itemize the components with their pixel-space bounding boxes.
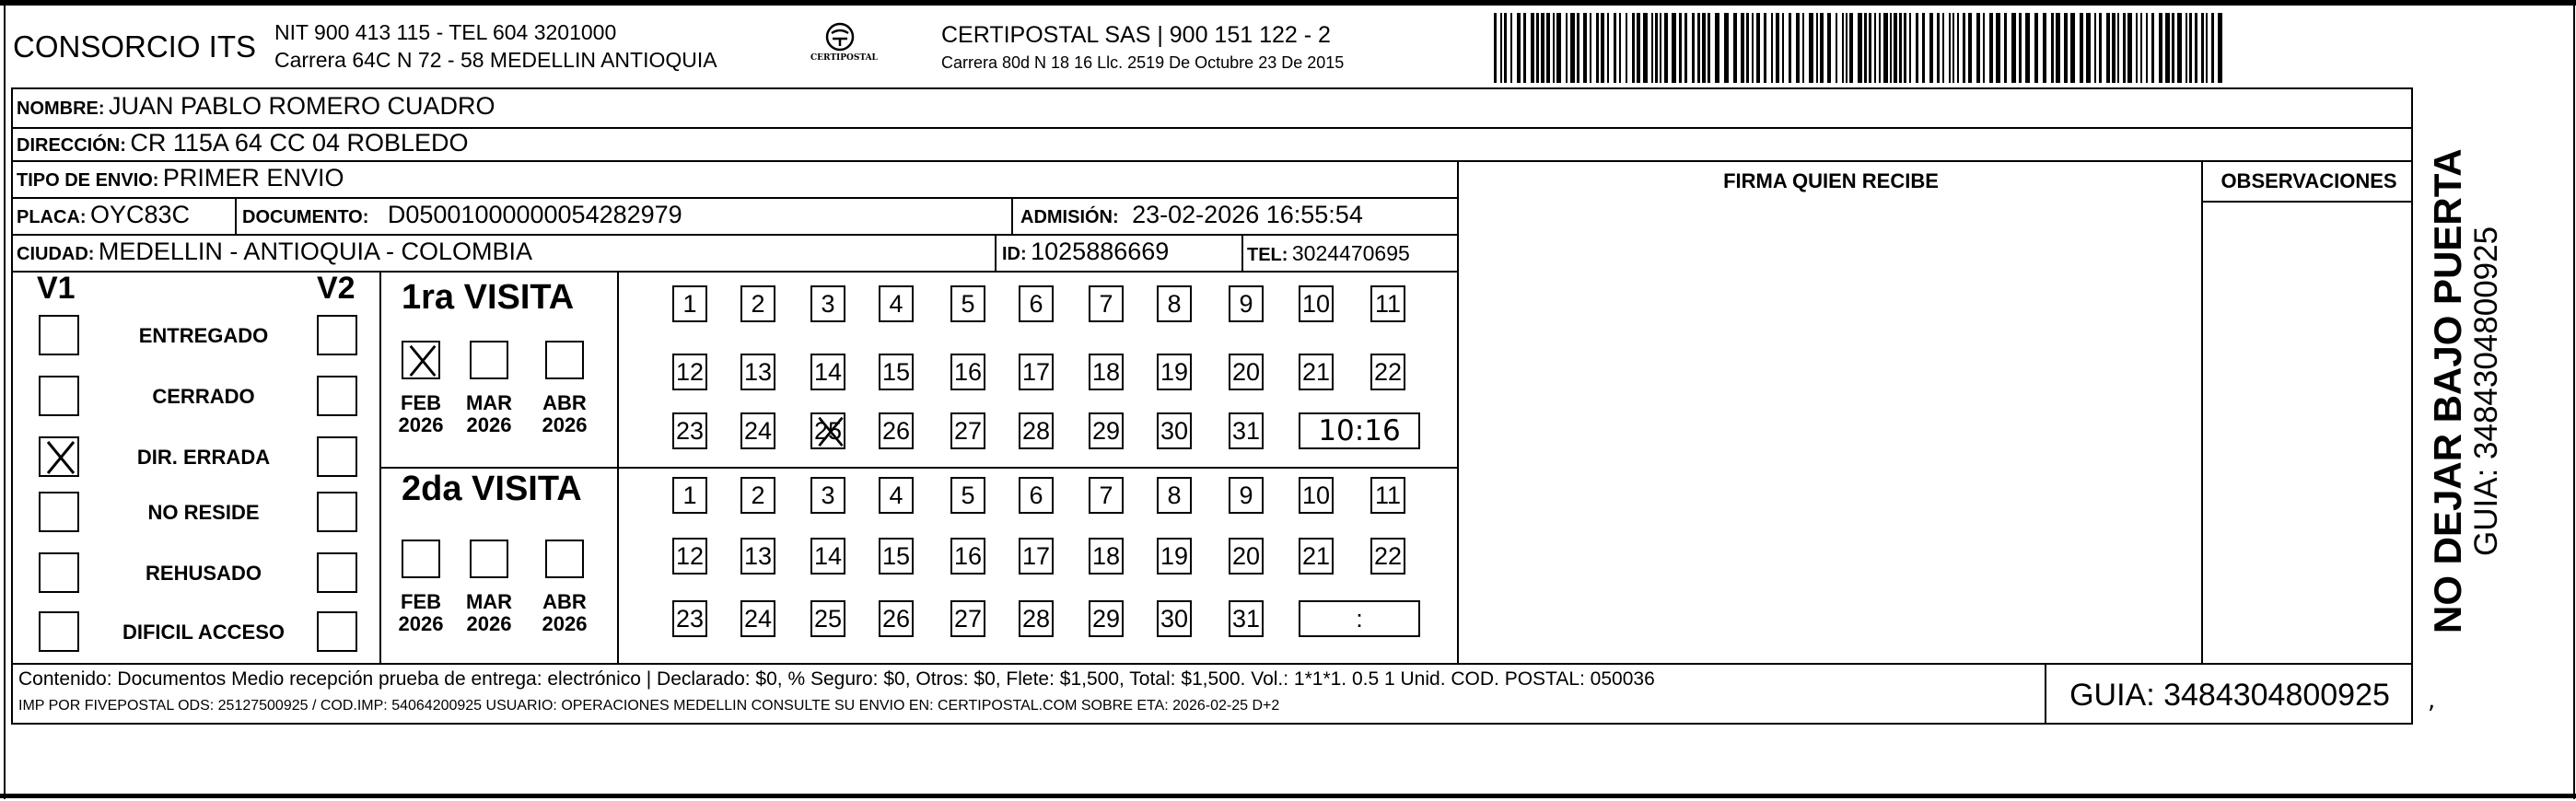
day-box[interactable]: 23 bbox=[672, 600, 707, 637]
day-box[interactable]: 7 bbox=[1089, 477, 1124, 514]
month-label: FEB bbox=[401, 590, 441, 613]
day-box[interactable]: 3 bbox=[810, 285, 845, 322]
day-box[interactable]: 11 bbox=[1370, 477, 1405, 514]
status-option-label: REHUSADO bbox=[146, 562, 262, 585]
month-checkbox[interactable] bbox=[470, 540, 508, 578]
id-divider bbox=[995, 234, 997, 271]
day-box[interactable]: 22 bbox=[1370, 354, 1405, 390]
month-col-divider bbox=[617, 271, 619, 663]
day-box[interactable]: 18 bbox=[1089, 354, 1124, 390]
day-box[interactable]: 27 bbox=[950, 600, 985, 637]
day-box[interactable]: 25 bbox=[810, 600, 845, 637]
status-option-label: DIR. ERRADA bbox=[136, 446, 271, 469]
v1-checkbox[interactable] bbox=[39, 492, 79, 532]
day-box[interactable]: 21 bbox=[1299, 354, 1334, 390]
v2-checkbox[interactable] bbox=[317, 611, 357, 652]
day-box[interactable]: 2 bbox=[740, 285, 775, 322]
month-label: ABR bbox=[542, 590, 587, 613]
page-right-edge bbox=[2573, 0, 2575, 799]
name-row bbox=[17, 92, 495, 121]
year-label: 2026 bbox=[398, 612, 444, 635]
admission-label: ADMISIÓN: bbox=[1020, 207, 1119, 227]
day-box[interactable]: 17 bbox=[1019, 354, 1054, 390]
admission-value: 23-02-2026 16:55:54 bbox=[1132, 201, 1363, 228]
document-label: DOCUMENTO: bbox=[242, 207, 369, 227]
v2-checkbox[interactable] bbox=[317, 552, 357, 593]
day-box[interactable]: 13 bbox=[740, 538, 775, 575]
barcode bbox=[1494, 13, 2231, 83]
signature-col-left bbox=[1457, 160, 1459, 663]
content-line: Contenido: Documentos Medio recepción prueba de entrega: electrónico | Declarado: $0, % Seguro: $0, Otros: $0, Flete: $1,500, Total: $1,500. Vol.: 1*1*1. 0.5 1 Unid. COD. POSTAL: 050036 bbox=[18, 668, 1655, 690]
carrier-address: Carrera 80d N 18 16 Llc. 2519 De Octubre 23 De 2015 bbox=[941, 53, 1345, 72]
send-type-row bbox=[17, 164, 344, 192]
day-box[interactable]: 26 bbox=[879, 412, 914, 449]
tel-divider bbox=[1241, 234, 1243, 271]
year-label: 2026 bbox=[542, 413, 588, 436]
logo-text: CERTIPOSTAL bbox=[810, 53, 878, 63]
day-box[interactable]: 4 bbox=[879, 477, 914, 514]
day-box[interactable]: 20 bbox=[1229, 538, 1264, 575]
day-box[interactable]: 27 bbox=[950, 412, 985, 449]
handwritten-mark: , bbox=[2428, 687, 2436, 714]
document-value: D05001000000054282979 bbox=[387, 201, 682, 228]
day-box[interactable]: 31 bbox=[1229, 412, 1264, 449]
certipostal-logo bbox=[810, 20, 878, 77]
day-box[interactable]: 29 bbox=[1089, 600, 1124, 637]
name-label: NOMBRE: bbox=[17, 99, 105, 119]
imp-line: IMP POR FIVEPOSTAL ODS: 25127500925 / COD.IMP: 54064200925 USUARIO: OPERACIONES MEDELLIN CONSULTE SU ENVIO EN: CERTIPOSTAL.COM SOBRE ETA: 2026-02-25 D+2 bbox=[18, 698, 1280, 714]
tel-cell bbox=[1247, 241, 1410, 266]
day-box[interactable]: 9 bbox=[1229, 285, 1264, 322]
v1-checkbox[interactable] bbox=[39, 611, 79, 652]
id-value: 1025886669 bbox=[1031, 238, 1170, 265]
id-label: ID: bbox=[1002, 244, 1027, 264]
signature-col-right bbox=[2201, 160, 2203, 663]
second-visit-title: 2da VISITA bbox=[402, 470, 582, 508]
month-checkbox[interactable] bbox=[402, 540, 440, 578]
send-type-value: PRIMER ENVIO bbox=[162, 164, 344, 192]
day-box[interactable] bbox=[810, 412, 845, 449]
day-box[interactable]: 6 bbox=[1019, 477, 1054, 514]
side-warning: NO DEJAR BAJO PUERTA bbox=[2426, 148, 2469, 633]
v1-checkbox[interactable] bbox=[39, 376, 79, 416]
day-box[interactable]: 8 bbox=[1157, 477, 1192, 514]
plate-label: PLACA: bbox=[17, 207, 87, 227]
tel-label: TEL: bbox=[1247, 245, 1288, 265]
day-box-number: 25 bbox=[813, 417, 843, 445]
v1-label: V1 bbox=[37, 271, 76, 306]
visit-separator bbox=[381, 467, 1459, 469]
plate-value: OYC83C bbox=[90, 201, 191, 228]
address-row bbox=[17, 129, 469, 157]
v2-checkbox[interactable] bbox=[317, 315, 357, 355]
company-name: CONSORCIO ITS bbox=[13, 29, 257, 64]
day-box[interactable]: 23 bbox=[672, 412, 707, 449]
day-box[interactable]: 28 bbox=[1019, 600, 1054, 637]
day-box[interactable]: 19 bbox=[1157, 354, 1192, 390]
day-box[interactable]: 30 bbox=[1157, 600, 1192, 637]
day-box[interactable]: 31 bbox=[1229, 600, 1264, 637]
side-guia: GUIA: 3484304800925 bbox=[2468, 226, 2504, 556]
day-box[interactable]: 4 bbox=[879, 285, 914, 322]
year-label: 2026 bbox=[466, 413, 512, 436]
day-box[interactable]: 16 bbox=[950, 538, 985, 575]
day-box[interactable]: 11 bbox=[1370, 285, 1405, 322]
address-value: CR 115A 64 CC 04 ROBLEDO bbox=[130, 129, 469, 157]
day-box[interactable]: 8 bbox=[1157, 285, 1192, 322]
second-visit-time[interactable]: : bbox=[1299, 600, 1420, 637]
day-box[interactable]: 19 bbox=[1157, 538, 1192, 575]
plate-cell bbox=[17, 201, 190, 229]
day-box[interactable]: 24 bbox=[740, 600, 775, 637]
page-top-edge bbox=[0, 0, 2576, 6]
day-box[interactable]: 21 bbox=[1299, 538, 1334, 575]
day-box[interactable]: 12 bbox=[672, 354, 707, 390]
row-line-5 bbox=[11, 271, 1459, 273]
day-box[interactable]: 12 bbox=[672, 538, 707, 575]
month-label: MAR bbox=[465, 391, 513, 414]
day-box[interactable]: 9 bbox=[1229, 477, 1264, 514]
day-box[interactable]: 22 bbox=[1370, 538, 1405, 575]
v2-checkbox[interactable] bbox=[317, 492, 357, 532]
day-box[interactable]: 1 bbox=[672, 285, 707, 322]
admission-cell bbox=[1020, 201, 1363, 229]
day-box[interactable]: 6 bbox=[1019, 285, 1054, 322]
day-box[interactable]: 17 bbox=[1019, 538, 1054, 575]
row-line-2 bbox=[11, 160, 2413, 162]
v1-checkbox[interactable] bbox=[39, 436, 79, 477]
day-box[interactable]: 18 bbox=[1089, 538, 1124, 575]
name-value: JUAN PABLO ROMERO CUADRO bbox=[109, 92, 495, 120]
guia-box: GUIA: 3484304800925 bbox=[2069, 678, 2390, 713]
day-box[interactable]: 14 bbox=[810, 354, 845, 390]
tel-value: 3024470695 bbox=[1291, 241, 1410, 265]
first-visit-title: 1ra VISITA bbox=[402, 278, 575, 317]
day-box[interactable]: 3 bbox=[810, 477, 845, 514]
v2-checkbox[interactable] bbox=[317, 376, 357, 416]
day-box[interactable]: 14 bbox=[810, 538, 845, 575]
month-checkbox[interactable] bbox=[402, 341, 440, 379]
plate-divider bbox=[235, 197, 237, 234]
day-box[interactable]: 10 bbox=[1299, 285, 1334, 322]
day-box[interactable]: 1 bbox=[672, 477, 707, 514]
month-checkbox[interactable] bbox=[545, 540, 584, 578]
status-option-label: ENTREGADO bbox=[138, 324, 269, 347]
day-box[interactable]: 15 bbox=[879, 538, 914, 575]
day-box[interactable]: 10 bbox=[1299, 477, 1334, 514]
first-visit-time[interactable]: 10:16 bbox=[1299, 412, 1420, 449]
day-box[interactable]: 16 bbox=[950, 354, 985, 390]
day-box[interactable]: 7 bbox=[1089, 285, 1124, 322]
day-box[interactable]: 2 bbox=[740, 477, 775, 514]
month-label: ABR bbox=[542, 391, 587, 414]
year-label: 2026 bbox=[542, 612, 588, 635]
company-address: Carrera 64C N 72 - 58 MEDELLIN ANTIOQUIA bbox=[274, 48, 717, 72]
month-checkbox[interactable] bbox=[470, 341, 508, 379]
day-box[interactable]: 20 bbox=[1229, 354, 1264, 390]
address-label: DIRECCIÓN: bbox=[17, 135, 126, 156]
day-box[interactable]: 29 bbox=[1089, 412, 1124, 449]
document-cell bbox=[242, 201, 682, 229]
send-type-label: TIPO DE ENVIO: bbox=[17, 170, 159, 191]
admission-divider bbox=[1011, 197, 1013, 234]
status-option-label: CERRADO bbox=[152, 385, 255, 408]
city-label: CIUDAD: bbox=[17, 244, 95, 264]
day-box[interactable]: 5 bbox=[950, 477, 985, 514]
month-label: FEB bbox=[401, 391, 441, 414]
day-box[interactable]: 13 bbox=[740, 354, 775, 390]
company-nit: NIT 900 413 115 - TEL 604 3201000 bbox=[274, 20, 617, 44]
page-bottom-edge bbox=[0, 794, 2576, 798]
page-left-edge bbox=[4, 0, 6, 799]
year-label: 2026 bbox=[398, 413, 444, 436]
year-label: 2026 bbox=[466, 612, 512, 635]
day-box[interactable]: 26 bbox=[879, 600, 914, 637]
v2-checkbox[interactable] bbox=[317, 436, 357, 477]
footer-line bbox=[11, 663, 2413, 665]
city-value: MEDELLIN - ANTIOQUIA - COLOMBIA bbox=[98, 238, 532, 265]
month-label: MAR bbox=[465, 590, 513, 613]
day-box[interactable]: 30 bbox=[1157, 412, 1192, 449]
id-cell bbox=[1002, 238, 1169, 266]
signature-header: FIRMA QUIEN RECIBE bbox=[1723, 169, 1939, 192]
row-line-3 bbox=[11, 197, 1459, 199]
observations-header: OBSERVACIONES bbox=[2220, 169, 2397, 192]
status-col-divider bbox=[379, 271, 381, 663]
city-cell bbox=[17, 238, 532, 266]
v1-checkbox[interactable] bbox=[39, 552, 79, 593]
day-box[interactable]: 28 bbox=[1019, 412, 1054, 449]
day-box[interactable]: 15 bbox=[879, 354, 914, 390]
month-checkbox[interactable] bbox=[545, 341, 584, 379]
status-option-label: DIFICIL ACCESO bbox=[122, 621, 285, 644]
status-option-label: NO RESIDE bbox=[147, 501, 260, 524]
v1-checkbox[interactable] bbox=[39, 315, 79, 355]
v2-label: V2 bbox=[317, 271, 356, 306]
day-box[interactable]: 5 bbox=[950, 285, 985, 322]
carrier-name: CERTIPOSTAL SAS | 900 151 122 - 2 bbox=[941, 22, 1331, 48]
observations-header-underline bbox=[2201, 201, 2413, 203]
day-box[interactable]: 24 bbox=[740, 412, 775, 449]
